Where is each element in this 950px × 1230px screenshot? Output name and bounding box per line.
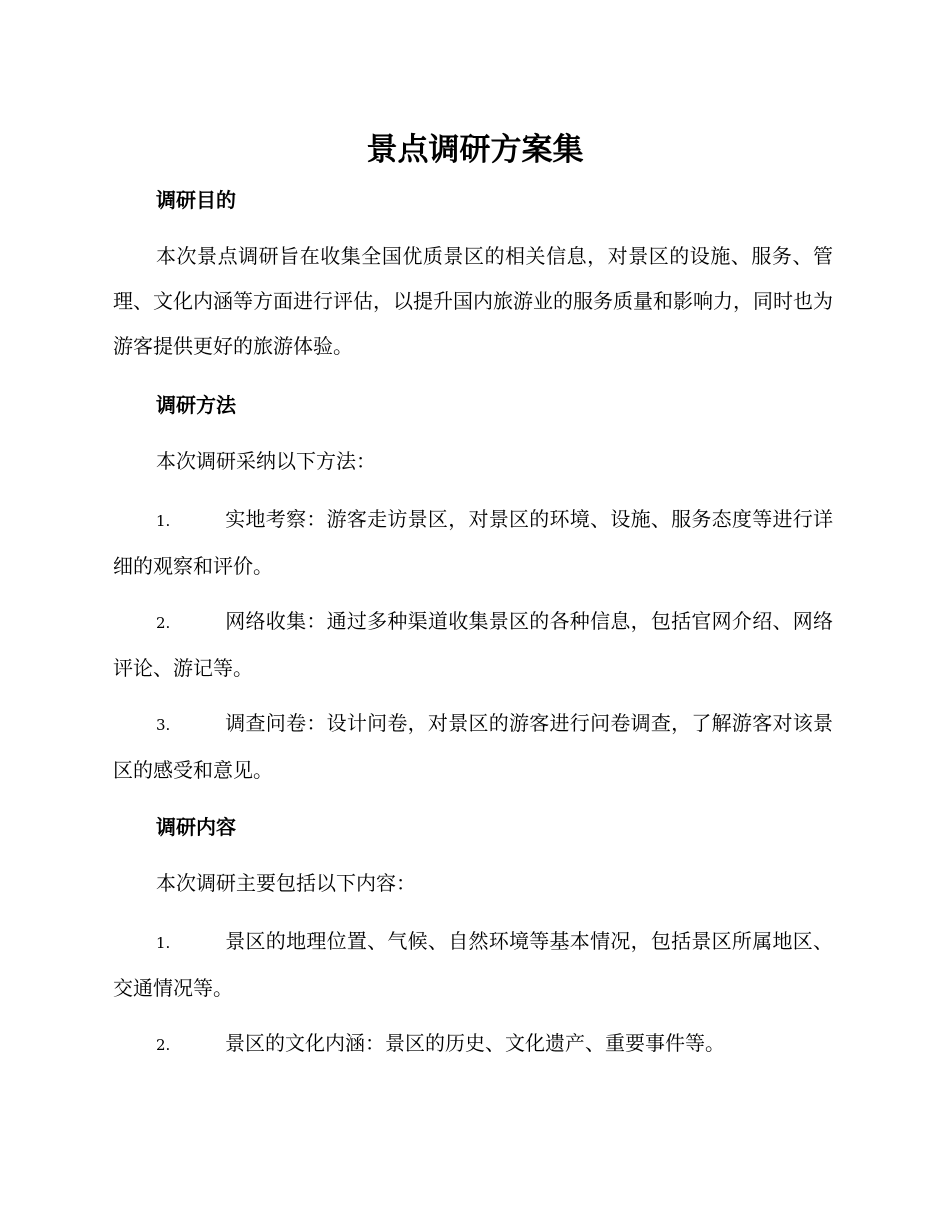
section-heading-purpose: 调研目的 — [156, 188, 236, 212]
list-item-number: 1. — [156, 512, 171, 530]
list-item-number: 2. — [156, 614, 171, 632]
section-heading-methods: 调研方法 — [156, 393, 236, 417]
section-intro-methods: 本次调研采纳以下方法： — [156, 449, 376, 473]
list-item-number: 2. — [156, 1036, 171, 1054]
section-paragraph-purpose: 本次景点调研旨在收集全国优质景区的相关信息，对景区的设施、服务、管理、文化内涵等方面进行评估，以提升国内旅游业的服务质量和影响力，同时也为游客提供更好的旅游体验。 — [113, 244, 833, 358]
list-item — [113, 1021, 833, 1068]
document-title: 景点调研方案集 — [366, 132, 584, 168]
list-item — [113, 497, 833, 589]
list-item — [113, 701, 833, 793]
list-item-text: 网络收集：通过多种渠道收集景区的各种信息，包括官网介绍、网络评论、游记等。 — [113, 609, 833, 680]
list-item — [113, 919, 833, 1011]
list-item-text: 调查问卷：设计问卷，对景区的游客进行问卷调查，了解游客对该景区的感受和意见。 — [113, 711, 833, 782]
list-item-text: 实地考察：游客走访景区，对景区的环境、设施、服务态度等进行详细的观察和评价。 — [113, 507, 833, 578]
list-item-number: 3. — [156, 716, 171, 734]
list-item — [113, 599, 833, 691]
list-item-text: 景区的地理位置、气候、自然环境等基本情况，包括景区所属地区、交通情况等。 — [113, 929, 833, 1000]
section-intro-content: 本次调研主要包括以下内容： — [156, 871, 416, 895]
section-heading-content: 调研内容 — [156, 815, 236, 839]
list-item-number: 1. — [156, 934, 171, 952]
list-item-text: 景区的文化内涵：景区的历史、文化遗产、重要事件等。 — [225, 1031, 725, 1055]
